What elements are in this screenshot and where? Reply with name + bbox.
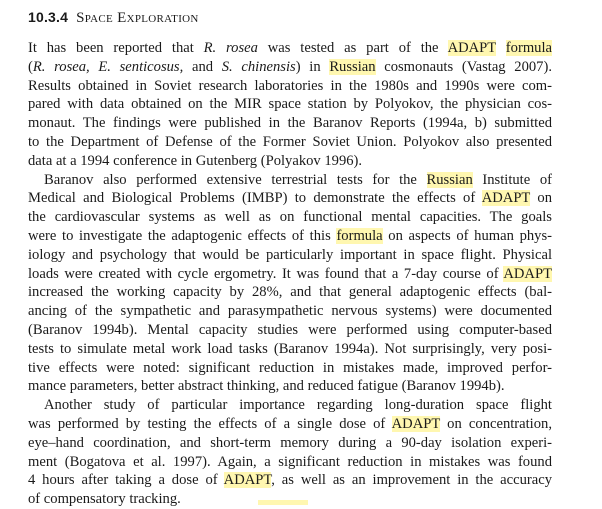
text-line	[28, 246, 552, 265]
text-segment: of compensatory tracking.	[28, 491, 181, 508]
text-line	[28, 302, 552, 321]
text-segment: Another study of particular importance regarding long-duration space flight	[44, 397, 552, 414]
text-segment: eye–hand coordination, and short-term memory during a 90-day isolation experi-	[28, 434, 552, 451]
text-segment: Baranov also performed extensive terrestrial tests for the	[44, 171, 427, 188]
text-line	[28, 208, 552, 227]
text-line	[28, 453, 552, 472]
text-segment	[496, 40, 506, 56]
text-line	[28, 415, 552, 434]
text-segment: the cardiovascular systems as well as on functional mental capacities. The goals	[28, 209, 552, 226]
italic-text: R. rosea	[203, 40, 258, 56]
text-segment: , as well as an improvement in the accuracy	[271, 472, 552, 489]
text-line	[28, 58, 552, 77]
text-line	[28, 95, 552, 114]
text-segment: increased the working capacity by 28%, and that general adaptogenic effects (bal-	[28, 284, 552, 301]
text-segment: ) in	[295, 58, 330, 75]
highlighted-term: ADAPT	[447, 40, 496, 56]
paragraph	[28, 39, 552, 171]
highlighted-term: ADAPT	[481, 190, 531, 207]
body-text	[28, 39, 552, 509]
text-segment: cosmonauts (Vastag 2007).	[375, 58, 552, 75]
text-segment: was tested as part of the	[257, 40, 448, 56]
text-segment: tive effects were noted: significant reduction in mistakes made, improved perfor-	[28, 359, 552, 376]
text-segment: tests to simulate metal work load tasks (Baranov 1994a). Not surprisingly, very posi-	[28, 340, 552, 357]
document-page	[28, 6, 552, 509]
text-segment: Results obtained in Soviet research laboratories in the 1980s and 1990s were com-	[28, 77, 552, 94]
text-segment: (Baranov 1994b). Mental capacity studies were performed using computer-based	[28, 321, 552, 338]
text-line	[28, 434, 552, 453]
section-title: Space Exploration	[76, 10, 199, 26]
text-line	[28, 265, 552, 284]
highlighted-term: ADAPT	[223, 472, 272, 489]
text-segment: were to investigate the adaptogenic effects of this	[28, 227, 337, 244]
text-segment: monaut. The findings were published in the Baranov Reports (1994a, b) submitted	[28, 115, 552, 132]
text-line	[28, 321, 552, 340]
text-line	[28, 133, 552, 152]
text-segment: data at a 1994 conference in Gutenberg (Polyakov 1996).	[28, 152, 363, 169]
text-line	[28, 39, 552, 58]
highlighted-term: Russian	[426, 171, 473, 188]
paragraph	[28, 396, 552, 509]
text-segment: was performed by testing the effects of a single dose of	[28, 415, 392, 432]
highlight-fragment	[258, 500, 308, 505]
text-segment: on aspects of human phys-	[382, 227, 552, 244]
text-line	[28, 283, 552, 302]
text-line	[28, 227, 552, 246]
italic-text: S. chinensis	[221, 58, 296, 75]
text-line	[28, 171, 552, 190]
text-line	[28, 152, 552, 171]
italic-text: R. rosea, E. senticosus,	[32, 58, 184, 75]
text-segment: on	[530, 190, 552, 207]
text-segment: ment (Bogatova et al. 1997). Again, a significant reduction in mistakes was found	[28, 453, 552, 470]
text-segment: on concentration,	[440, 415, 552, 432]
section-number: 10.3.4	[28, 9, 69, 25]
highlighted-term: ADAPT	[503, 265, 552, 282]
text-line	[28, 114, 552, 133]
text-line	[28, 471, 552, 490]
text-line	[28, 359, 552, 378]
text-segment: mance parameters, better abstract thinking, and reduced fatigue (Baranov 1994b).	[28, 378, 505, 395]
text-line	[28, 189, 552, 208]
text-segment: Institute of	[472, 171, 552, 188]
text-segment: 4 hours after taking a dose of	[28, 472, 224, 489]
text-segment: (	[28, 58, 33, 75]
text-segment: loads were created with cycle ergometry. It was found that a 7-day course of	[28, 265, 504, 282]
text-segment: iology and psychology that would be particularly important in space flight. Physical	[28, 246, 552, 263]
text-line	[28, 396, 552, 415]
text-line	[28, 377, 552, 396]
highlighted-term: ADAPT	[391, 415, 441, 432]
highlighted-term: formula	[336, 227, 383, 244]
text-line	[28, 340, 552, 359]
text-segment: Medical and Biological Problems (IMBP) to demonstrate the effects of	[28, 190, 482, 207]
highlighted-term: Russian	[329, 58, 376, 75]
text-segment: to the Department of Defense of the Former Soviet Union. Polyokov also presented	[28, 133, 552, 150]
section-heading	[28, 6, 552, 29]
text-line	[28, 77, 552, 96]
text-segment: It has been reported that	[28, 40, 204, 56]
text-segment: and	[183, 58, 222, 75]
highlighted-term: formula	[505, 40, 552, 56]
text-segment: ancing of the sympathetic and parasympathetic nervous systems) were documented	[28, 303, 552, 320]
paragraph	[28, 171, 552, 397]
text-segment: pared with data obtained on the MIR space station by Polyokov, the physician cos-	[28, 96, 552, 113]
